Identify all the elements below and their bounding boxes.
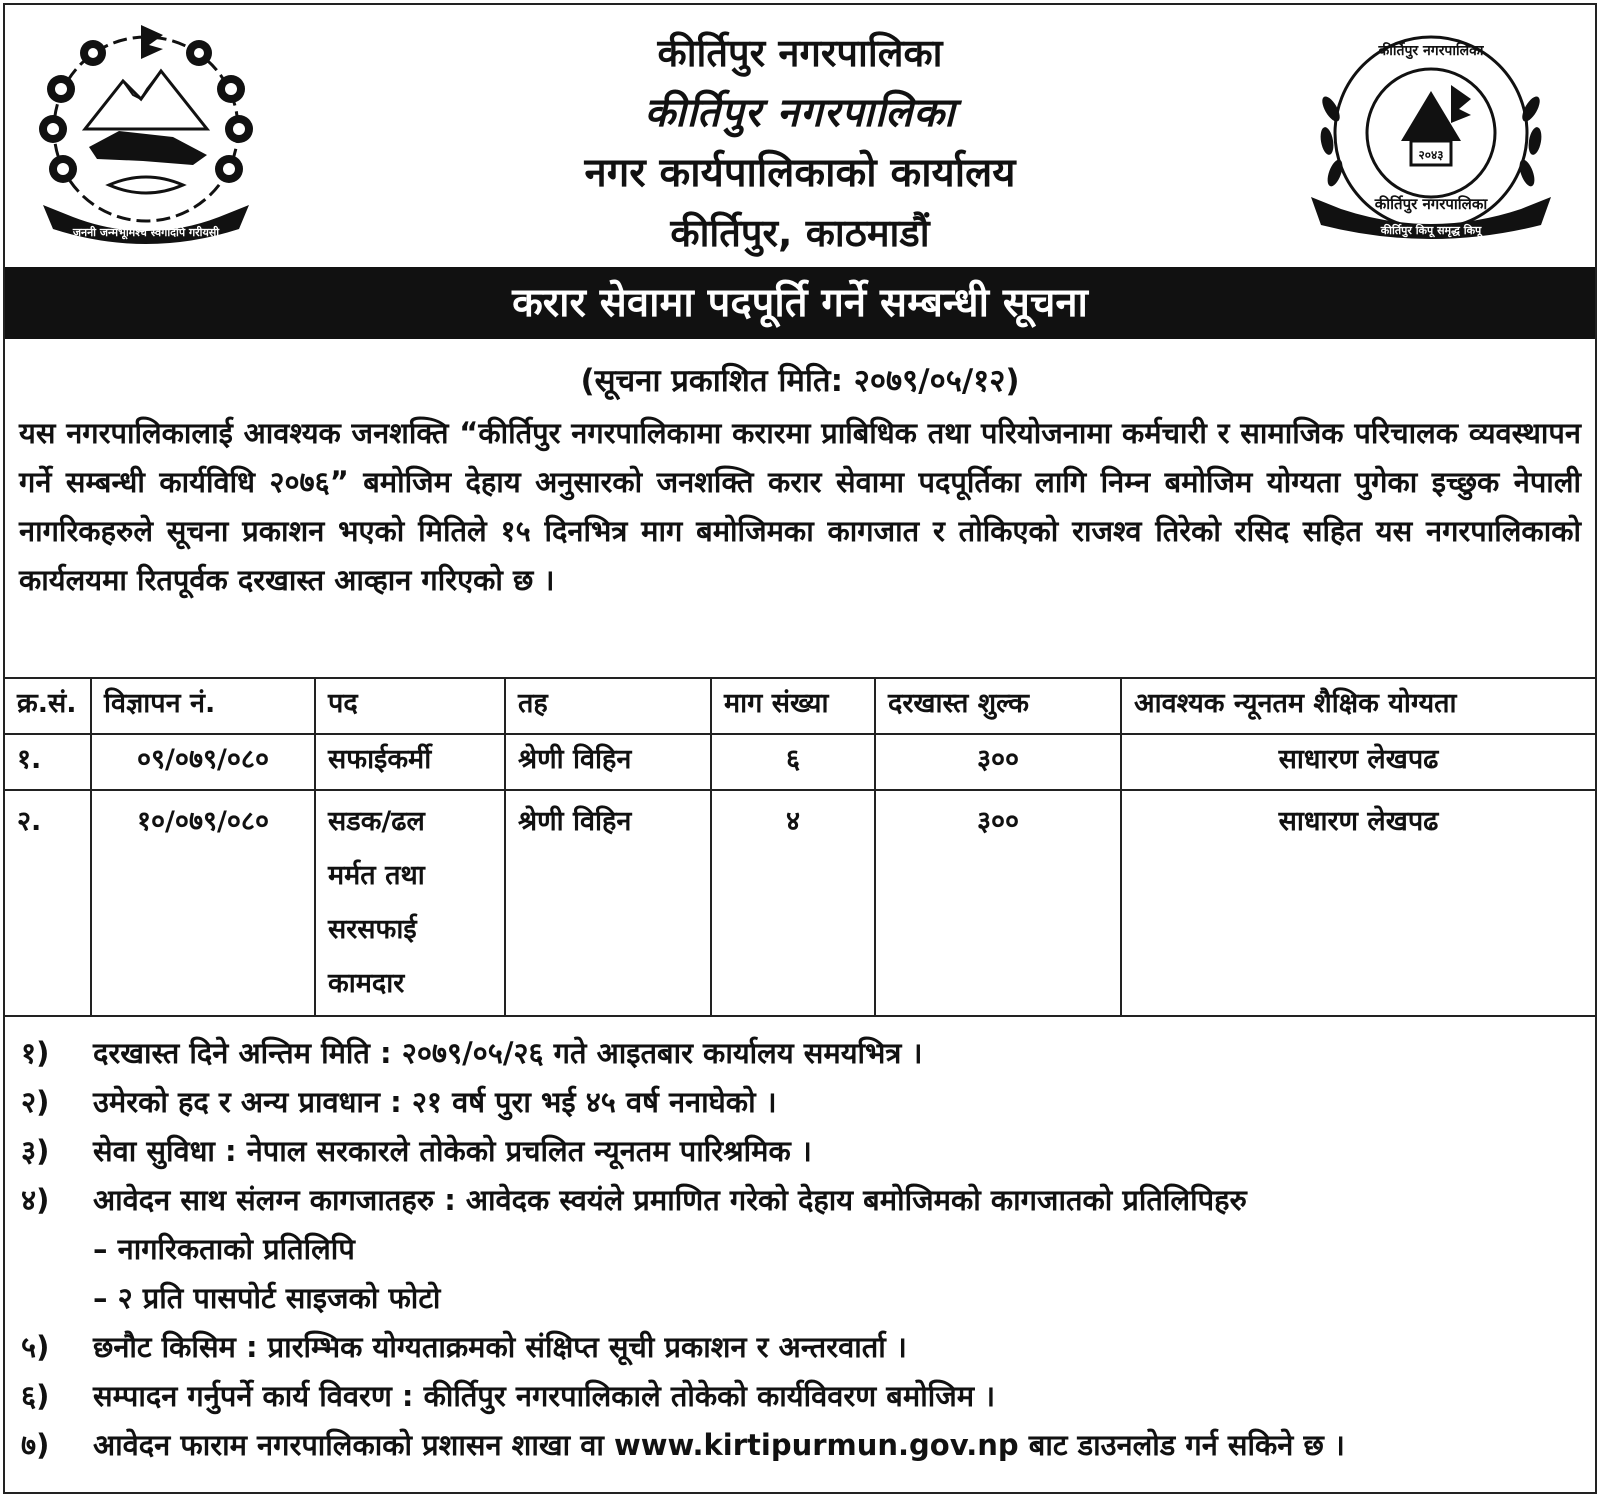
list-item-number: १) — [21, 1036, 50, 1070]
municipality-name-script: कीर्तिपुर नगरपालिका — [644, 89, 956, 136]
list-item-text: आवेदन फाराम नगरपालिकाको प्रशासन शाखा वा www.kirtipurmun.gov.np बाट डाउनलोड गर्न सकिने छ । — [93, 1428, 1345, 1462]
intro-paragraph: यस नगरपालिकालाई आवश्यक जनशक्ति “कीर्तिपुर नगरपालिकामा करारमा प्राबिधिक तथा परियोजनामा कर्मचारी र सामाजिक परिचालक व्यवस्थापन गर्ने सम्बन्धी कार्यविधि २०७६” बमोजिम देहाय अनुसारको जनशक्ति करार सेवामा पदपूर्तिका लागि निम्न बमोजिम योग्यता पुगेका इच्छुक नेपाली नागरिकहरुले सूचना प्रकाशन भएको मितिले १५ दिनभित्र माग बमोजिमका कागजात र तोकिएको राजश्व तिरेको रसिद सहित यस नगरपालिकाको कार्यलयमा रितपूर्वक दरखास्त आव्हान गरिएको छ । — [19, 416, 1581, 597]
table-header-row — [5, 678, 1595, 734]
logo-top-text: कीर्तिपुर नगरपालिका — [1378, 43, 1484, 59]
list-item-number: ७) — [21, 1428, 50, 1462]
cell-fee: ३०० — [875, 790, 1121, 1016]
cell-post-line: सडक/ढल — [328, 806, 425, 837]
notice-title-banner: करार सेवामा पदपूर्ति गर्ने सम्बन्धी सूचना — [5, 267, 1595, 339]
list-item — [21, 1029, 1585, 1078]
office-name: नगर कार्यपालिकाको कार्यालय — [584, 150, 1016, 196]
col-qualification-header: आवश्यक न्यूनतम शैक्षिक योग्यता — [1121, 678, 1595, 734]
list-item-text: सम्पादन गर्नुपर्ने कार्य विवरण : कीर्तिपुर नगरपालिकाले तोकेको कार्यविवरण बमोजिम । — [93, 1379, 996, 1413]
cell-level: श्रेणी विहिन — [505, 734, 711, 790]
cell-serial: १. — [5, 734, 91, 790]
publication-date: (सूचना प्रकाशित मिति: २०७९/०५/१२) — [580, 363, 1020, 399]
col-count-header: माग संख्या — [711, 678, 875, 734]
document-subitem: – नागरिकताको प्रतिलिपि — [93, 1232, 355, 1266]
list-item-text: उमेरको हद र अन्य प्रावधान : २१ वर्ष पुरा भई ४५ वर्ष ननाघेको । — [93, 1085, 777, 1119]
conditions-list — [21, 1029, 1585, 1470]
list-item-number: २) — [21, 1085, 50, 1119]
cell-fee: ३०० — [875, 734, 1121, 790]
cell-post-line: मर्मत तथा — [328, 860, 425, 891]
col-level-header: तह — [505, 678, 711, 734]
cell-level: श्रेणी विहिन — [505, 790, 711, 1016]
col-ad-number-header: विज्ञापन नं. — [91, 678, 315, 734]
cell-post — [315, 790, 505, 1016]
col-fee-header: दरखास्त शुल्क — [875, 678, 1121, 734]
cell-post-line: कामदार — [328, 968, 405, 999]
col-post-header: पद — [315, 678, 505, 734]
table-row — [5, 734, 1595, 790]
kirtipur-municipality-logo-icon — [1301, 29, 1561, 255]
col-serial-header: क्र.सं. — [5, 678, 91, 734]
list-item-number: ६) — [21, 1379, 50, 1413]
emblem-motto: जननी जन्मभूमिश्च स्वर्गादपि गरीयसी — [72, 226, 220, 239]
municipality-name: कीर्तिपुर नगरपालिका — [657, 31, 943, 75]
cell-qualification: साधारण लेखपढ — [1121, 734, 1595, 790]
list-item-text: दरखास्त दिने अन्तिम मिति : २०७९/०५/२६ गते आइतबार कार्यालय समयभित्र । — [93, 1036, 923, 1070]
cell-post: सफाईकर्मी — [315, 734, 505, 790]
list-item — [21, 1323, 1585, 1372]
logo-ribbon-text: कीर्तिपुर किपू समृद्ध किपू — [1380, 224, 1482, 237]
list-item — [21, 1421, 1585, 1470]
vacancy-table — [5, 677, 1595, 1017]
list-item — [21, 1176, 1585, 1225]
cell-serial: २. — [5, 790, 91, 1016]
list-item — [21, 1372, 1585, 1421]
list-item — [21, 1078, 1585, 1127]
cell-ad-number: ०९/०७९/०८० — [91, 734, 315, 790]
cell-qualification: साधारण लेखपढ — [1121, 790, 1595, 1016]
notice-page — [3, 3, 1597, 1494]
office-address: कीर्तिपुर, काठमाडौं — [670, 211, 930, 255]
nepal-coat-of-arms-icon — [23, 19, 269, 255]
logo-bottom-text: कीर्तिपुर नगरपालिका — [1374, 195, 1488, 213]
letterhead — [5, 5, 1595, 267]
list-item-number: ३) — [21, 1134, 50, 1168]
cell-count: ४ — [711, 790, 875, 1016]
list-item-number: ४) — [21, 1183, 50, 1217]
list-item-text: सेवा सुविधा : नेपाल सरकारले तोकेको प्रचलित न्यूनतम पारिश्रमिक । — [93, 1134, 812, 1168]
list-item-number: ५) — [21, 1330, 50, 1364]
cell-count: ६ — [711, 734, 875, 790]
logo-year: २०४३ — [1418, 148, 1444, 162]
cell-post-line: सरसफाई — [328, 914, 417, 945]
document-subitem: – २ प्रति पासपोर्ट साइजको फोटो — [93, 1281, 441, 1315]
list-item-text: आवेदन साथ संलग्न कागजातहरु : आवेदक स्वयंले प्रमाणित गरेको देहाय बमोजिमको कागजातको प्रतिलिपिहरु — [93, 1183, 1247, 1217]
list-item — [21, 1127, 1585, 1176]
cell-ad-number: १०/०७९/०८० — [91, 790, 315, 1016]
table-row — [5, 790, 1595, 1016]
list-item-text: छनौट किसिम : प्रारम्भिक योग्यताक्रमको संक्षिप्त सूची प्रकाशन र अन्तरवार्ता । — [93, 1330, 907, 1364]
